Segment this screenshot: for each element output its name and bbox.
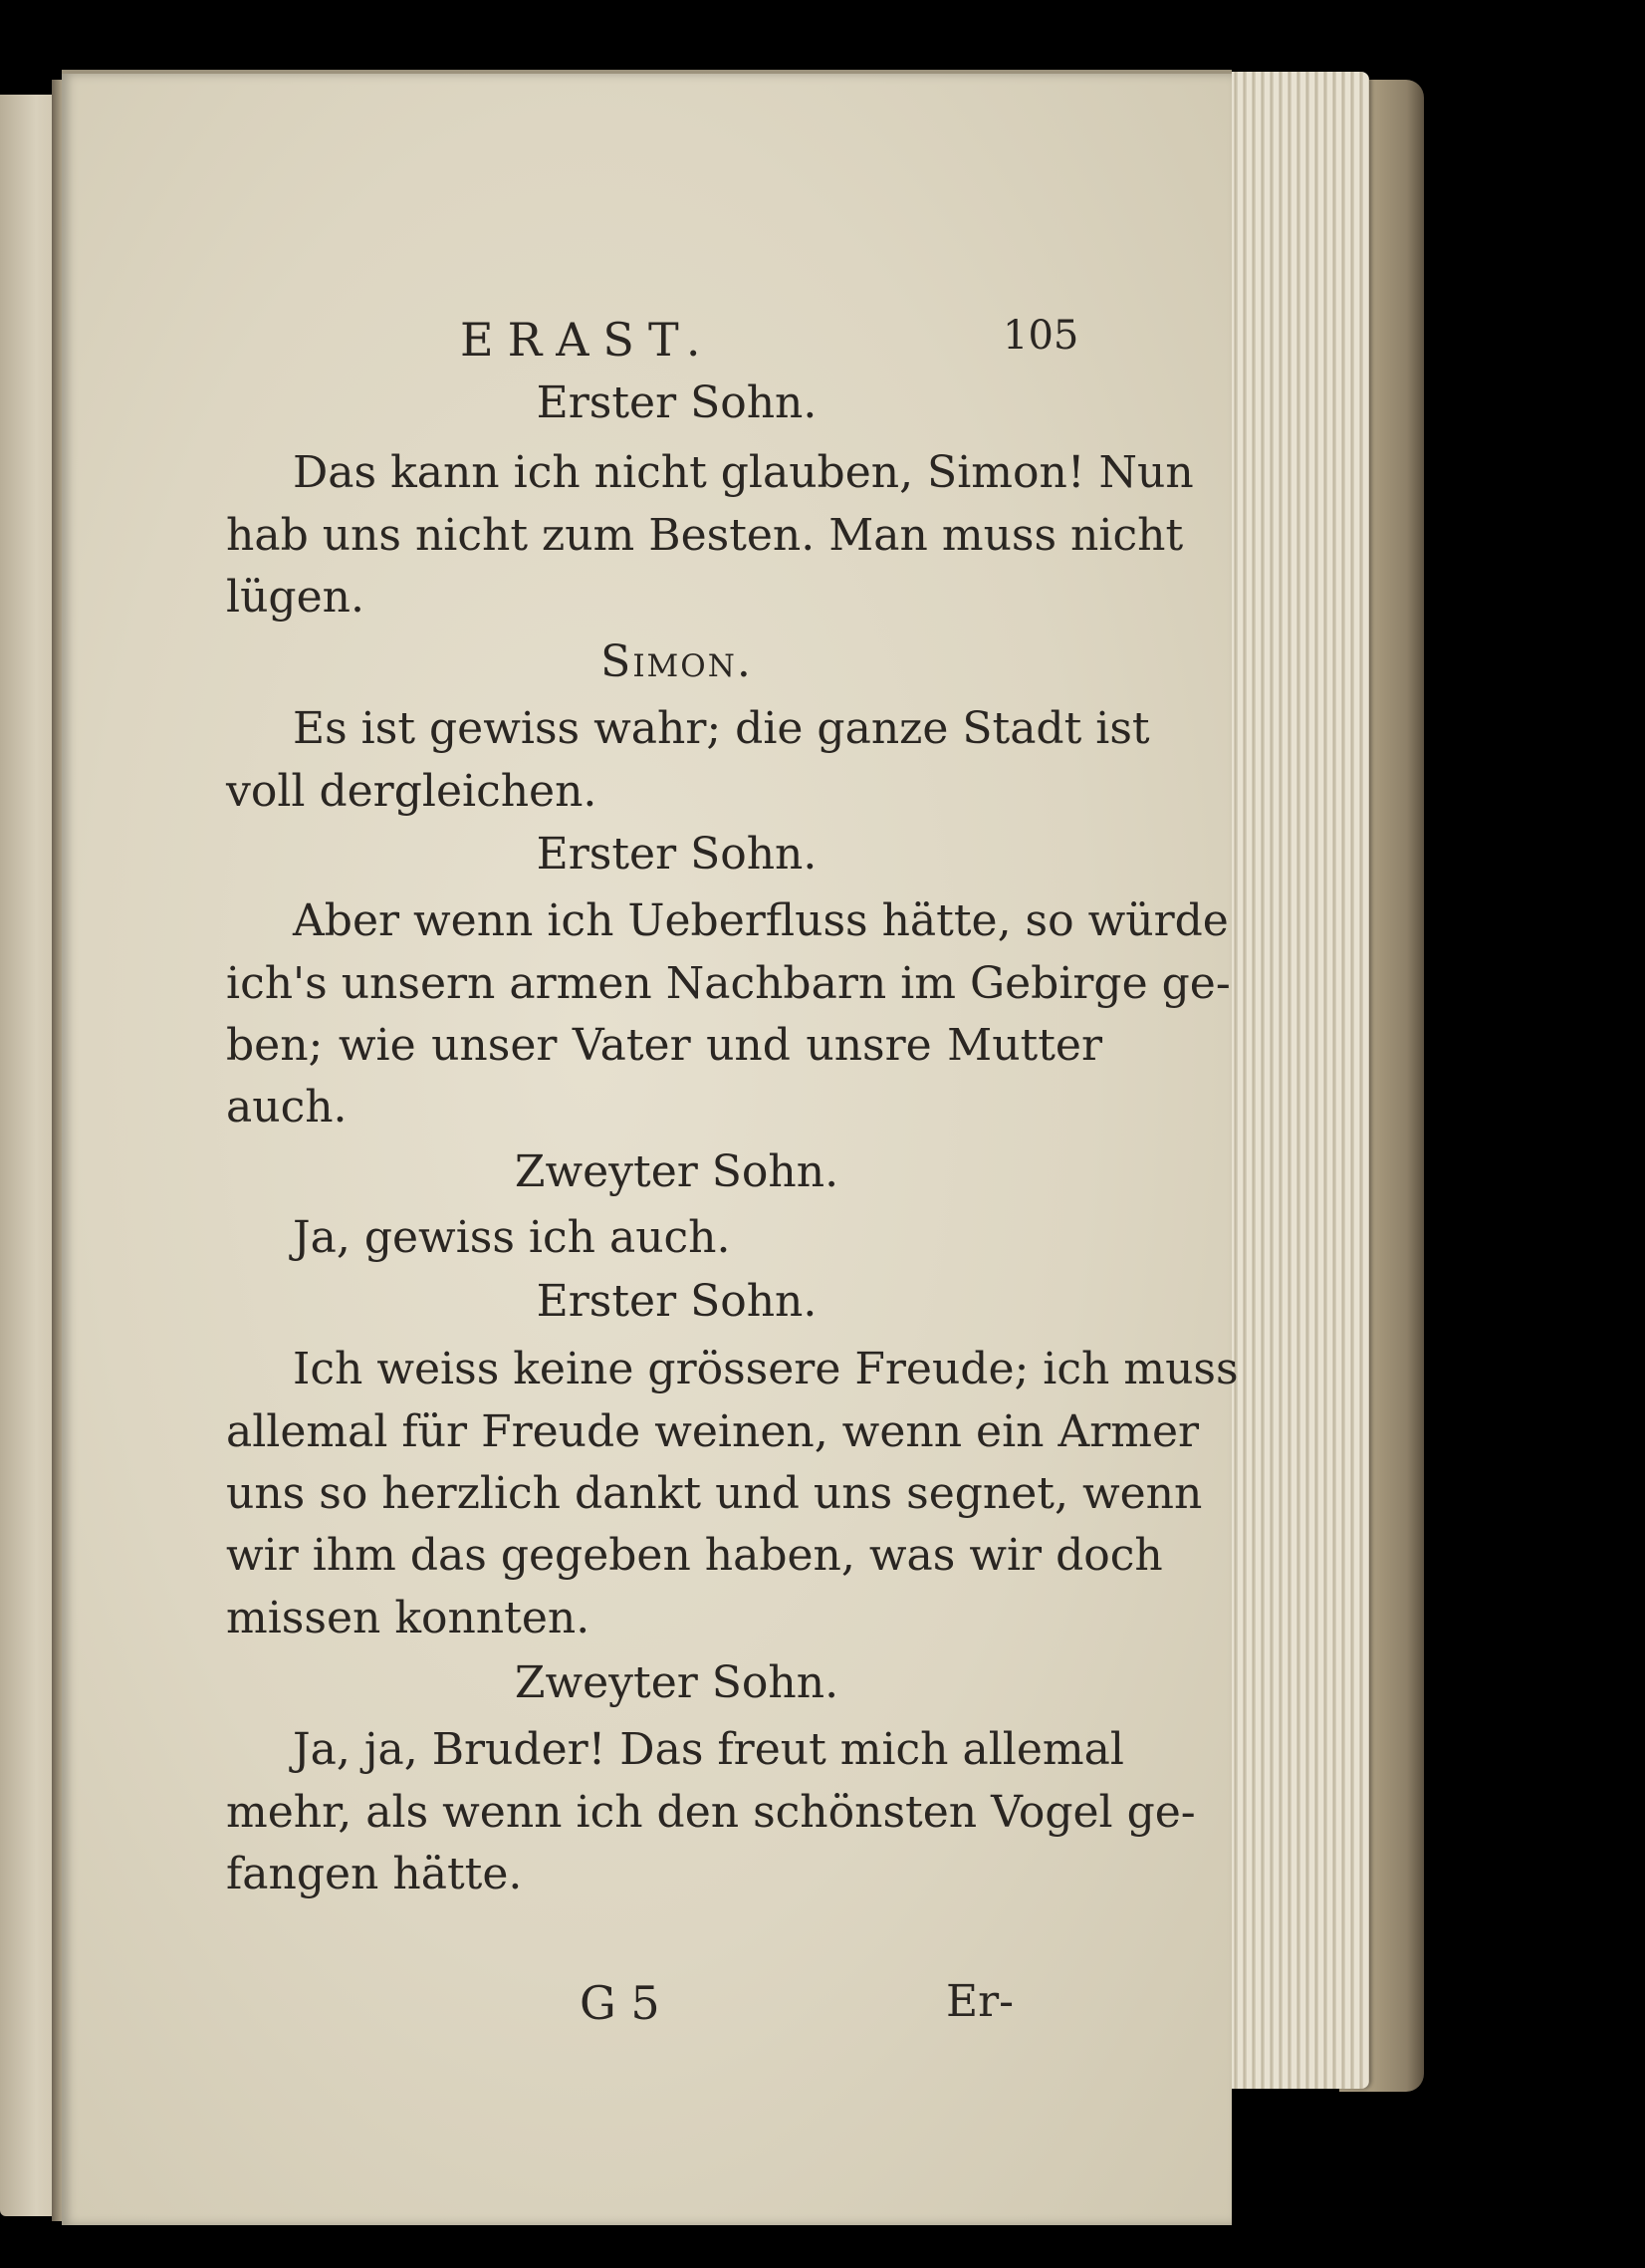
text-line: auch. xyxy=(226,1082,348,1133)
text-line: Ja, gewiss ich auch. xyxy=(293,1212,731,1263)
text-line: lügen. xyxy=(226,572,364,623)
speaker-label: Zweyter Sohn. xyxy=(514,1146,839,1197)
page-number: 105 xyxy=(1003,313,1079,359)
text-line: Aber wenn ich Ueberfluss hätte, so würde xyxy=(293,895,1229,946)
text-line: fangen hätte. xyxy=(226,1849,523,1899)
text-line: Es ist gewiss wahr; die ganze Stadt ist xyxy=(293,703,1150,754)
speaker-label: Erster Sohn. xyxy=(536,829,818,880)
text-line: ben; wie unser Vater und unsre Mutter xyxy=(226,1020,1102,1071)
text-line: voll dergleichen. xyxy=(226,766,597,817)
speaker-label: Erster Sohn. xyxy=(536,1276,818,1327)
previous-page-edge xyxy=(0,95,60,2216)
speaker-label: Zweyter Sohn. xyxy=(514,1657,839,1708)
text-line: Ich weiss keine grössere Freude; ich muss xyxy=(293,1344,1239,1394)
text-line: uns so herzlich dankt und uns segnet, wenn xyxy=(226,1468,1203,1519)
text-line: missen konnten. xyxy=(226,1593,590,1643)
text-line: Ja, ja, Bruder! Das freut mich allemal xyxy=(293,1724,1124,1775)
speaker-label: Erster Sohn. xyxy=(536,378,818,428)
book-page xyxy=(62,70,1239,2225)
text-line: wir ihm das gegeben haben, was wir doch xyxy=(226,1530,1163,1581)
speaker-label: Simon. xyxy=(600,636,753,687)
text-line: mehr, als wenn ich den schönsten Vogel ge- xyxy=(226,1787,1196,1838)
page-block-edges xyxy=(1220,72,1369,2089)
running-head: ERAST. xyxy=(460,313,715,367)
page-text xyxy=(62,74,1239,2225)
text-line: hab uns nicht zum Besten. Man muss nicht xyxy=(226,510,1184,561)
text-line: Das kann ich nicht glauben, Simon! Nun xyxy=(293,447,1194,498)
text-line: allemal für Freude weinen, wenn ein Armer xyxy=(226,1406,1200,1457)
signature-mark: G 5 xyxy=(580,1976,660,2030)
catchword: Er- xyxy=(946,1976,1015,2027)
text-line: ich's unsern armen Nachbarn im Gebirge ge- xyxy=(226,958,1231,1009)
